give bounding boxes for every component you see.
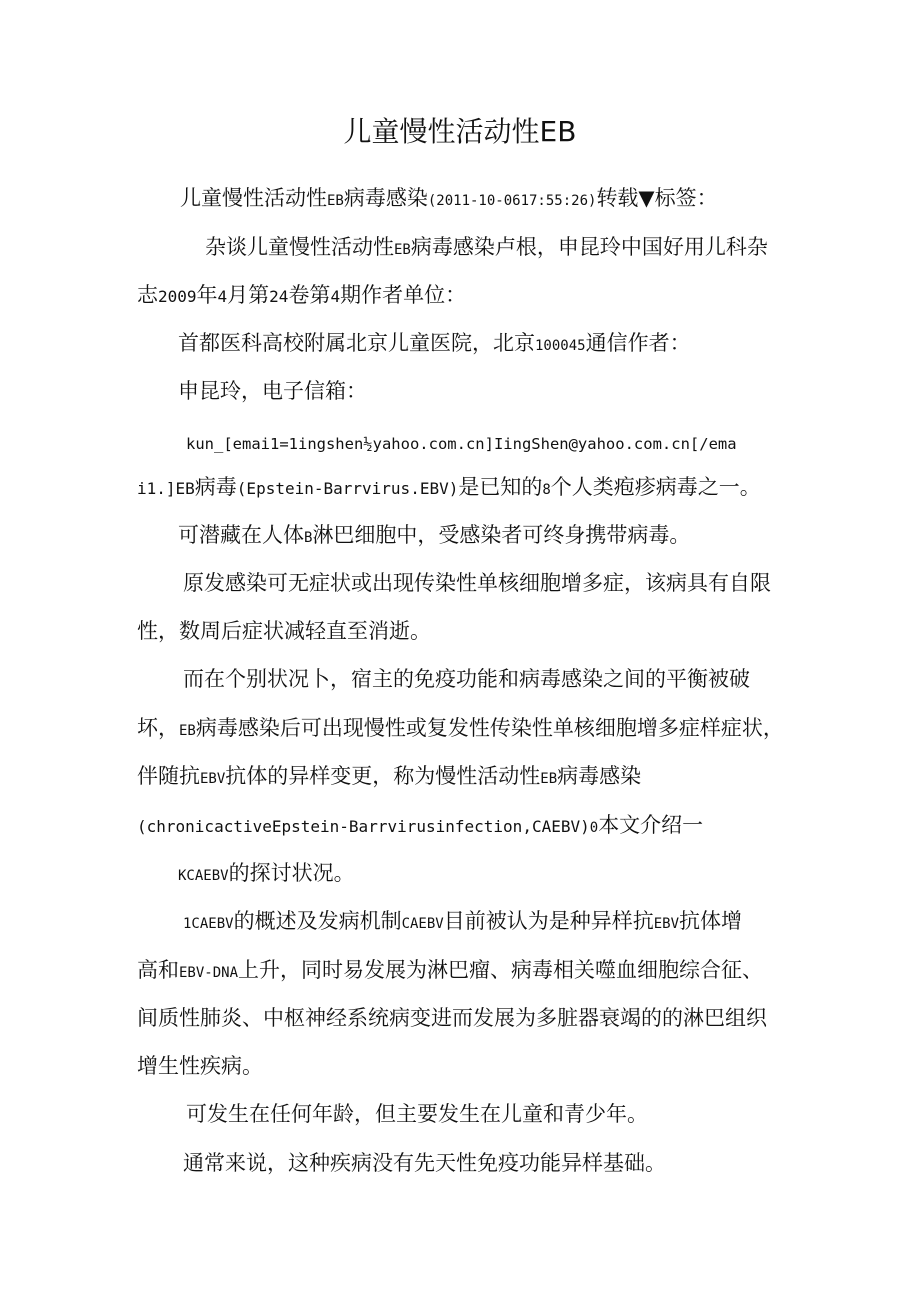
text-run: 抗体增: [679, 909, 743, 933]
text-run: i1.]EB: [137, 479, 195, 498]
email-text: kun_[emai1=1ingshen½yahoo.com.cn]IingShen@yahoo.com.cn[/ema: [186, 435, 737, 453]
text-run: (2011-10-0617:55:26): [427, 193, 597, 209]
text-run: 年: [196, 283, 218, 307]
email-line: [186, 427, 737, 461]
paragraph-line: [178, 374, 367, 408]
text-run: 8: [542, 482, 551, 498]
document-title: 儿童慢性活动性EB: [343, 115, 577, 148]
paragraph-line: [183, 566, 771, 600]
paragraph-line: [205, 230, 768, 267]
text-run: 个人类疱疹病毒之一。: [550, 475, 761, 499]
paragraph-line: [137, 1001, 767, 1035]
text-run: EBV-DNA: [179, 965, 239, 981]
text-run: CAEBV: [401, 916, 444, 932]
text-run: 原发感染可无症状或出现传染性单核细胞增多症，该病具有自限: [183, 571, 771, 595]
text-run: 4: [330, 287, 341, 306]
text-run: 的探讨状况。: [228, 861, 355, 885]
text-run: 抗体的异样变更，称为慢性活动性: [225, 764, 541, 788]
text-run: 1CAEBV: [183, 916, 234, 932]
paragraph-line: [178, 326, 691, 363]
text-run: 高和: [137, 958, 179, 982]
paragraph-line: [137, 808, 703, 845]
text-run: 志: [137, 283, 158, 307]
text-run: 期作者单位：: [340, 283, 467, 307]
text-run: 月第: [227, 283, 270, 307]
paragraph-line: [180, 181, 718, 218]
text-run: (Epstein-Barrvirus.EBV): [236, 479, 459, 498]
paragraph-line: [183, 904, 742, 941]
text-run: 申昆玲，电子信箱：: [178, 379, 367, 403]
text-run: 0: [589, 820, 599, 836]
text-run: 首都医科高校附属北京儿童医院，北京: [178, 331, 535, 355]
text-run: EB: [394, 242, 411, 258]
text-run: 2009: [158, 287, 197, 306]
text-run: B: [304, 530, 313, 546]
text-run: 是已知的: [458, 475, 543, 499]
text-run: 的概述及发病机制: [233, 909, 402, 933]
text-run: 病毒感染: [557, 764, 642, 788]
text-run: 转载▼标签：: [596, 186, 718, 210]
text-run: (chronicactiveEpstein-Barrvirusinfection,CAEBV): [137, 817, 590, 836]
paragraph-line: [178, 518, 690, 555]
text-run: 卷第: [288, 283, 331, 307]
text-run: 100045: [535, 338, 586, 354]
text-run: KCAEBV: [178, 868, 229, 884]
text-run: 目前被认为是种异样抗: [443, 909, 654, 933]
text-run: 而在个别状况卜，宿主的免疫功能和病毒感染之间的平衡被破: [183, 667, 750, 691]
text-run: 病毒感染卢根，申昆玲中国好用儿科杂: [410, 235, 768, 259]
text-run: 可潜藏在人体: [178, 523, 304, 547]
paragraph-line: [137, 953, 763, 990]
text-run: 病毒感染: [343, 186, 428, 210]
text-run: EBV: [200, 771, 226, 787]
text-run: EB: [179, 723, 196, 739]
text-run: 伴随抗: [137, 764, 200, 788]
text-run: 病毒感染后可出现慢性或复发性传染性单核细胞增多症样症状，: [195, 716, 784, 740]
text-run: 性，数周后症状减轻直至消逝。: [137, 619, 431, 643]
text-run: 儿童慢性活动性: [180, 186, 327, 210]
text-run: 病毒: [194, 475, 237, 499]
text-run: 增生性疾病。: [137, 1054, 263, 1078]
text-run: 间质性肺炎、中枢神经系统病变进而发展为多脏器衰竭的的淋巴组织: [137, 1006, 767, 1030]
text-run: 24: [269, 287, 289, 306]
text-run: EBV: [653, 916, 680, 932]
paragraph-line: [137, 278, 466, 314]
text-run: 杂谈儿童慢性活动性: [205, 235, 394, 259]
paragraph-line: [178, 856, 355, 893]
text-run: EB: [540, 771, 558, 787]
text-run: 可发生在任何年龄，但主要发生在儿童和青少年。: [186, 1102, 648, 1126]
text-run: 通常来说，这种疾病没有先天性免疫功能异样基础。: [183, 1151, 666, 1175]
paragraph-line: [183, 1146, 666, 1180]
paragraph-line: [137, 614, 431, 648]
paragraph-line: [137, 1049, 263, 1083]
text-run: 淋巴细胞中，受感染者可终身携带病毒。: [312, 523, 691, 547]
paragraph-line: [137, 470, 761, 507]
paragraph-line: [186, 1097, 648, 1131]
text-run: 4: [217, 287, 228, 306]
paragraph-line: [137, 711, 784, 748]
paragraph-line: [137, 759, 641, 796]
text-run: 本文介绍一: [598, 813, 704, 837]
text-run: EB: [327, 193, 344, 209]
text-run: 通信作者：: [585, 331, 691, 355]
text-run: 坏，: [137, 716, 179, 740]
text-run: 上升，同时易发展为淋巴瘤、病毒相关噬血细胞综合征、: [238, 958, 764, 982]
paragraph-line: [183, 662, 750, 696]
